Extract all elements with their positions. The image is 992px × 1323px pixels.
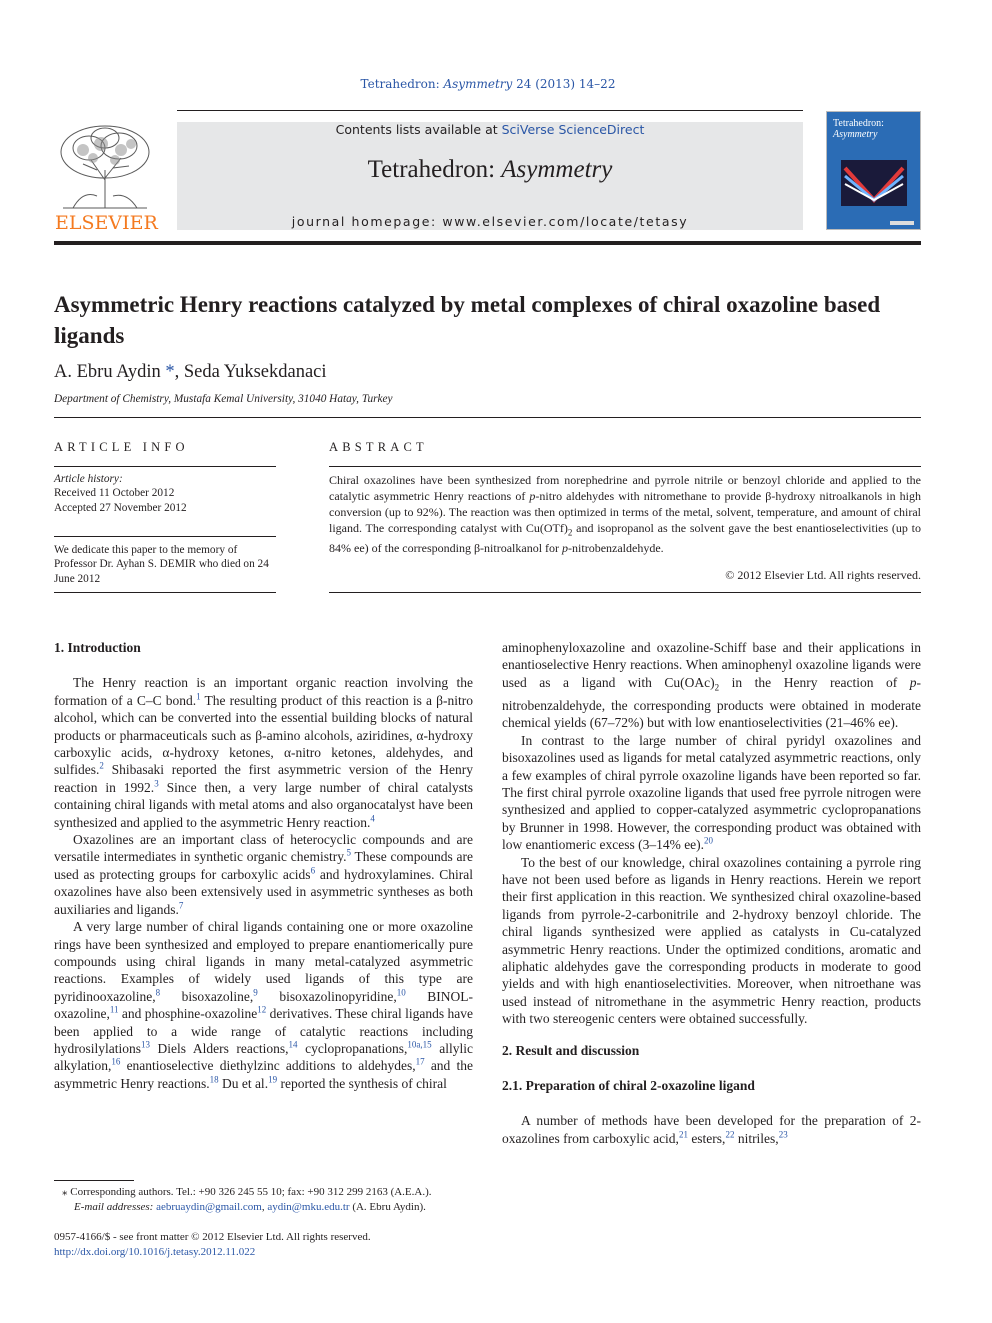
corresponding-author-footnote: ⁎ Corresponding authors. Tel.: +90 326 245 55 10; fax: +90 312 299 2163 (A.E.A.). E-mail addresses: aebruaydin@gmail.com, aydin@mku.edu.tr (A. Ebru Aydin). bbox=[62, 1186, 432, 1213]
abstract-copyright: © 2012 Elsevier Ltd. All rights reserved. bbox=[725, 568, 921, 582]
article-history: Article history: Received 11 October 2012 Accepted 27 November 2012 bbox=[54, 472, 276, 515]
article-info-rule-2 bbox=[54, 536, 276, 537]
contents-availability: Contents lists available at SciVerse ScienceDirect bbox=[335, 122, 645, 137]
reference-link[interactable]: 10 bbox=[396, 987, 406, 998]
reference-link[interactable]: 7 bbox=[178, 900, 184, 911]
abstract-rule bbox=[329, 466, 921, 467]
reference-link[interactable]: 4 bbox=[370, 813, 375, 824]
corresponding-author-marker[interactable]: * bbox=[165, 362, 175, 382]
reference-link[interactable]: 9 bbox=[253, 987, 258, 998]
author-list: A. Ebru Aydin *, Seda Yuksekdanaci bbox=[54, 362, 327, 382]
rule-below-affiliation bbox=[54, 417, 921, 418]
journal-title: Tetrahedron: Asymmetry bbox=[367, 156, 613, 183]
journal-citation[interactable]: Tetrahedron: Asymmetry 24 (2013) 14–22 bbox=[360, 77, 616, 91]
reference-link[interactable]: 5 bbox=[346, 847, 351, 858]
abstract-bottom-rule bbox=[329, 592, 921, 593]
paragraph: A very large number of chiral ligands containing one or more oxazoline rings have been synthesized and employed to prepare enantiomerically pure compounds using chiral ligands in many metal-catalyzed asymmetric reactions. Examples of widely used ligands of this type are pyridinooxazoline,$^8$ bisoxazoline,$^9$ bisoxazolinopyridine,$^{10}$ BINOL-oxazoline,$^{11}$ and phosphine-oxazoline$^{12}$ derivatives. These chiral ligands have been applied to a wide range of catalytic reactions including hydrosilylations$^{13}$ Diels Alders reactions,$^{14}$ cyclopropanations,$^{10a,15}$ allylic alkylation,$^{16}$ enantioselective diethylzinc additions to aldehydes,$^{17}$ and the asymmetric Henry reactions.$^{18}$ Du et al.$^{19}$ reported the synthesis of chiral bbox=[54, 919, 474, 1091]
author-affiliation: Department of Chemistry, Mustafa Kemal University, 31040 Hatay, Turkey bbox=[54, 393, 393, 405]
paragraph: The Henry reaction is an important organic reaction involving the formation of a C–C bond.$^1$ The resulting product of this reaction is a β-nitro alcohol, which can be converted into the essential building blocks of natural products or pharmaceuticals such as β-amino alcohols, aziridines, α-hydroxy carboxylic acids, α-hydroxy ketones, α-nitro ketones, aldehydes, and sulfides.$^2$ Shibasaki reported the first asymmetric version of the Henry reaction in 1992.$^3$ Since then, a very large number of chiral catalysts containing chiral ligands with metal atoms and also organocatalyst have been synthesized and applied to the asymmetric Henry reaction.$^4$ bbox=[54, 675, 473, 830]
article-title: Asymmetric Henry reactions catalyzed by metal complexes of chiral oxazoline based ligands bbox=[54, 292, 881, 348]
reference-link[interactable]: 14 bbox=[288, 1039, 298, 1050]
reference-link[interactable]: 8 bbox=[155, 987, 161, 998]
subsection-heading-preparation: 2.1. Preparation of chiral 2-oxazoline ligand bbox=[502, 1078, 755, 1094]
publication-info bbox=[54, 1230, 554, 1259]
reference-link[interactable]: 22 bbox=[725, 1129, 735, 1140]
journal-homepage[interactable]: journal homepage: www.elsevier.com/locate/tetasy bbox=[291, 214, 689, 229]
reference-link[interactable]: 11 bbox=[109, 1004, 119, 1015]
reference-link[interactable]: 19 bbox=[268, 1074, 278, 1085]
journal-cover-image: Tetrahedron: Asymmetry bbox=[826, 111, 921, 230]
email-link[interactable]: aydin@mku.edu.tr bbox=[267, 1200, 350, 1213]
reference-link[interactable]: 17 bbox=[415, 1056, 425, 1067]
article-info-heading: ARTICLE INFO bbox=[54, 440, 189, 454]
reference-link[interactable]: 10a,15 bbox=[407, 1039, 432, 1050]
dedication-note: We dedicate this paper to the memory of Professor Dr. Ayhan S. DEMIR who died on 24 June 2012 bbox=[54, 544, 269, 585]
article-info-rule bbox=[54, 466, 276, 467]
reference-link[interactable]: 18 bbox=[209, 1074, 219, 1085]
footnote-rule bbox=[54, 1180, 134, 1181]
email-link[interactable]: aebruaydin@gmail.com bbox=[156, 1200, 262, 1213]
reference-link[interactable]: 20 bbox=[704, 835, 714, 846]
section-heading-results: 2. Result and discussion bbox=[502, 1042, 640, 1058]
cover-art-icon bbox=[841, 160, 907, 206]
section-heading-introduction: 1. Introduction bbox=[54, 640, 141, 655]
body-column-left bbox=[54, 639, 473, 1092]
accepted-date: Accepted 27 November 2012 bbox=[54, 501, 187, 514]
received-date: Received 11 October 2012 bbox=[54, 487, 175, 500]
article-info-rule-3 bbox=[54, 592, 276, 593]
paragraph: To the best of our knowledge, chiral oxazolines containing a pyrrole ring have not been used before as ligands in Henry reactions. Herein we report their first application in this reaction. We synthesized chiral oxazoline-based ligands from pyrrole-2-carbonitrile and 2-hydroxy benzoyl chloride. The chiral ligands synthesized were applied as catalysts in Cu-catalyzed asymmetric Henry reactions. Under the optimized conditions, aromatic and aliphatic aldehydes gave the corresponding products in moderate to good yields and with high enantioselectivities. Moreover, when nitroethane was used instead of nitromethane in the asymmetric Henry reaction, products with two stereogenic centers were obtained successfully. bbox=[502, 854, 921, 1027]
reference-link[interactable]: 23 bbox=[778, 1129, 788, 1140]
reference-link[interactable]: 2 bbox=[99, 760, 104, 771]
paragraph: aminophenyloxazoline and oxazoline-Schiff base and their applications in enantioselective Henry reactions. When aminophenyl oxazoline ligands were used as a ligand with $Cu(OAc)_2$ in the Henry reaction of p-nitrobenzaldehyde, the corresponding products were obtained in moderate chemical yields (67–72%) but with low enantioselectivities (21–46% ee). bbox=[502, 640, 922, 731]
reference-link[interactable]: 16 bbox=[111, 1056, 121, 1067]
issn-line: 0957-4166/$ - see front matter © 2012 Elsevier Ltd. All rights reserved. bbox=[54, 1231, 371, 1243]
reference-link[interactable]: 21 bbox=[678, 1129, 688, 1140]
reference-link[interactable]: 13 bbox=[141, 1039, 150, 1050]
abstract-heading: ABSTRACT bbox=[329, 440, 428, 454]
reference-link[interactable]: 6 bbox=[310, 865, 316, 876]
elsevier-wordmark: ELSEVIER bbox=[55, 212, 158, 234]
reference-link[interactable]: 1 bbox=[196, 691, 201, 702]
body-column-right bbox=[502, 639, 921, 1147]
paragraph: A number of methods have been developed for the preparation of 2-oxazolines from carboxylic acid,$^{21}$ esters,$^{22}$ nitriles,$^{23}$ bbox=[502, 1113, 921, 1146]
reference-link[interactable]: 12 bbox=[257, 1004, 267, 1015]
header-top-rule bbox=[177, 110, 803, 111]
paragraph: In contrast to the large number of chiral pyridyl oxazolines and bisoxazolines used as ligands for metal catalyzed asymmetric reactions, only a few examples of chiral pyrrole oxazoline ligands have been reported so far. The first chiral pyrrole oxazoline ligands that used free pyrrole nitrogen were synthesized and applied to copper-catalyzed asymmetric cyclopropanations by Brunner in 1998. However, the corresponding product was obtained with low enantiomeric excess (3–14% ee).$^{20}$ bbox=[502, 732, 921, 853]
header-thick-rule bbox=[54, 241, 921, 245]
doi-link[interactable]: http://dx.doi.org/10.1016/j.tetasy.2012.11.022 bbox=[54, 1245, 256, 1258]
sciencedirect-link[interactable]: SciVerse ScienceDirect bbox=[501, 122, 645, 137]
paragraph: Oxazolines are an important class of heterocyclic compounds and are versatile intermediates in synthetic organic chemistry.$^5$ These compounds are used as protecting groups for carboxylic acids$^6$ and hydroxylamines. Chiral oxazolines have also been extensively used in asymmetric syntheses as both auxiliaries and ligands.$^7$ bbox=[54, 832, 473, 917]
abstract-text: Chiral oxazolines have been synthesized from norephedrine and pyrrole nitrile or benzoyl chloride and applied to the catalytic asymmetric Henry reactions of p-nitro aldehydes with nitromethane to provide β-hydroxy nitroalkanols in high conversion (up to 92%). The reaction was then optimized in terms of the metal, solvent, temperature, and amount of chiral ligand. The corresponding catalyst with $Cu(OTf)_2$ and isopropanol as the solvent gave the best enantioselectivities (up to 84% ee) of the corresponding β-nitroalkanol for p-nitrobenzaldehyde. bbox=[329, 473, 922, 556]
cover-publisher-mark bbox=[890, 221, 914, 225]
reference-link[interactable]: 3 bbox=[154, 778, 159, 789]
